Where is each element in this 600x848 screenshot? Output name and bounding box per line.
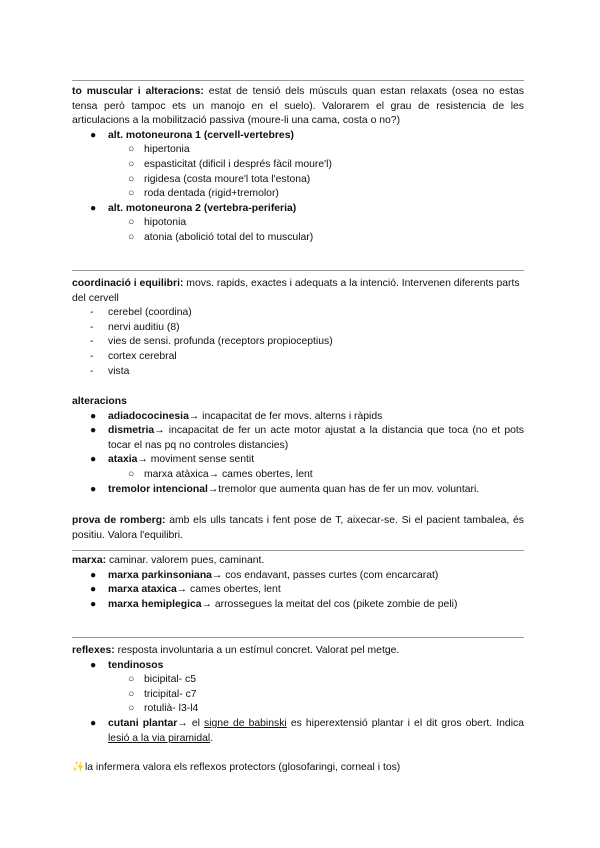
marxa-section	[72, 554, 524, 612]
bullet-dash-icon: -	[90, 365, 94, 377]
arrow-icon: →	[154, 425, 165, 437]
romberg-paragraph	[72, 514, 524, 543]
alter-section	[72, 395, 524, 497]
coord-term: coordinació i equilibri:	[72, 278, 184, 289]
marxa-text: caminar. valorem pues, caminant.	[106, 555, 265, 566]
bullet-circle-icon: ○	[128, 217, 135, 229]
marxa-paragraph	[72, 554, 524, 569]
bullet-disc-icon: ●	[90, 454, 97, 466]
list-item: ● tremolor intencional→tremolor que aumenta quan has de fer un mov. voluntari.	[72, 483, 524, 498]
list-item: ○ rotulià- l3-l4	[72, 702, 524, 717]
bullet-circle-icon: ○	[128, 231, 135, 243]
arrow-icon: →	[211, 569, 223, 581]
list-item: ● marxa ataxica→ cames obertes, lent	[72, 583, 524, 598]
list-item: ● marxa parkinsoniana→ cos endavant, passes curtes (com encarcarat)	[72, 569, 524, 584]
bullet-disc-icon: ●	[90, 659, 97, 671]
section-divider	[72, 270, 524, 271]
alter-heading: alteracions	[72, 396, 127, 407]
romberg-term: prova de romberg:	[72, 515, 166, 526]
list-item: - vies de sensi. profunda (receptors propioceptius)	[72, 335, 524, 350]
tone-section	[72, 85, 524, 246]
section-divider	[72, 550, 524, 551]
bullet-circle-icon: ○	[128, 158, 135, 170]
list-item: ● alt. motoneurona 1 (cervell-vertebres)	[72, 129, 524, 144]
bullet-dash-icon: -	[90, 321, 94, 333]
list-item: ● dismetria→ incapacitat de fer un acte motor ajustat a la distancia que toca (no et pots tocar el nas pq no controles distancies)	[90, 425, 524, 451]
note-text: la infermera valora els reflexos protectors (glosofaringi, corneal i tos)	[84, 762, 401, 773]
list-item: ● marxa hemiplegica→ arrossegues la meitat del cos (pikete zombie de peli)	[72, 598, 524, 613]
bullet-circle-icon: ○	[128, 688, 135, 700]
section-divider	[72, 637, 524, 638]
bullet-circle-icon: ○	[128, 188, 135, 200]
bullet-dash-icon: -	[90, 307, 94, 319]
bullet-disc-icon: ●	[90, 598, 97, 610]
tone-text: estat de tensió dels músculs quan estan relaxats (osea no estas tensa però tampoc ets un manojo en el suelo). Valorarem el grau de resistencia de les articulacions a la mobilització passiva (moure-li una cama, costa o no?)	[72, 86, 524, 127]
bullet-disc-icon: ●	[90, 129, 97, 141]
bullet-disc-icon: ●	[90, 483, 97, 495]
babinski-link-text: signe de babinski	[204, 717, 287, 729]
list-item: - vista	[72, 365, 524, 380]
sparkle-icon: ✨	[72, 762, 85, 773]
list-item: ○ marxa atàxica→ cames obertes, lent	[72, 468, 524, 483]
arrow-icon: →	[188, 410, 200, 422]
marxa-term: marxa:	[72, 555, 107, 566]
list-item: ○ roda dentada (rigid+tremolor)	[72, 187, 524, 202]
list-item: ○ bicipital- c5	[72, 673, 524, 688]
note-line	[72, 761, 524, 776]
arrow-icon: →	[208, 468, 220, 480]
list-item: ● ataxia→ moviment sense sentit	[72, 453, 524, 468]
bullet-circle-icon: ○	[128, 144, 135, 156]
coord-text: movs. rapids, exactes i adequats a la intenció. Intervenen diferents parts del cervell	[72, 278, 520, 304]
list-item: ● tendinosos	[72, 659, 524, 674]
bullet-disc-icon: ●	[90, 410, 97, 422]
arrow-icon: →	[177, 717, 188, 729]
list-item: ○ atonia (abolició total del to muscular)	[72, 231, 524, 246]
reflex-paragraph	[72, 644, 524, 659]
list-item: - cerebel (coordina)	[72, 306, 524, 321]
coord-paragraph	[72, 277, 524, 306]
bullet-circle-icon: ○	[128, 468, 135, 480]
bullet-circle-icon: ○	[128, 173, 135, 185]
list-item: ○ rigidesa (costa moure'l tota l'estona)	[72, 173, 524, 188]
list-item: ○ tricipital- c7	[72, 688, 524, 703]
reflex-term: reflexes:	[72, 645, 115, 656]
bullet-disc-icon: ●	[90, 569, 97, 581]
tone-term: to muscular i alteracions:	[72, 86, 204, 97]
list-item: ○ hipertonia	[72, 143, 524, 158]
reflex-text: resposta involuntaria a un estímul concret. Valorat pel metge.	[114, 645, 400, 656]
lesion-link-text: lesió a la via piramidal	[108, 732, 211, 744]
list-item: ○ espasticitat (dificil i després fàcil moure'l)	[72, 158, 524, 173]
list-item: ● alt. motoneurona 2 (vertebra-periferia)	[72, 202, 524, 217]
bullet-disc-icon: ●	[90, 425, 97, 437]
section-divider	[72, 80, 524, 81]
list-item: - cortex cerebral	[72, 350, 524, 365]
bullet-disc-icon: ●	[90, 717, 97, 729]
romberg-text: amb els ulls tancats i fent pose de T, aixecar-se. Si el pacient tambalea, és positiu. Valora l'equilibri.	[72, 515, 524, 541]
bullet-dash-icon: -	[90, 350, 94, 362]
list-item: - nervi auditiu (8)	[72, 321, 524, 336]
arrow-icon: →	[207, 483, 219, 495]
arrow-icon: →	[137, 454, 148, 466]
list-item: ● cutani plantar→ el signe de babinski es hiperextensió plantar i el dit gros obert. Indica lesió a la via piramidal.	[90, 717, 524, 744]
bullet-circle-icon: ○	[128, 703, 135, 715]
bullet-disc-icon: ●	[90, 202, 97, 214]
coord-section	[72, 277, 524, 379]
arrow-icon: →	[176, 584, 188, 596]
list-item: ○ hipotonia	[72, 216, 524, 231]
bullet-disc-icon: ●	[90, 584, 97, 596]
bullet-circle-icon: ○	[128, 674, 135, 686]
tone-paragraph	[72, 85, 524, 129]
reflex-section	[72, 644, 524, 746]
list-item: ● adiadococinesia→ incapacitat de fer movs. alterns i ràpids	[72, 410, 524, 425]
arrow-icon: →	[201, 598, 212, 610]
bullet-dash-icon: -	[90, 336, 94, 348]
